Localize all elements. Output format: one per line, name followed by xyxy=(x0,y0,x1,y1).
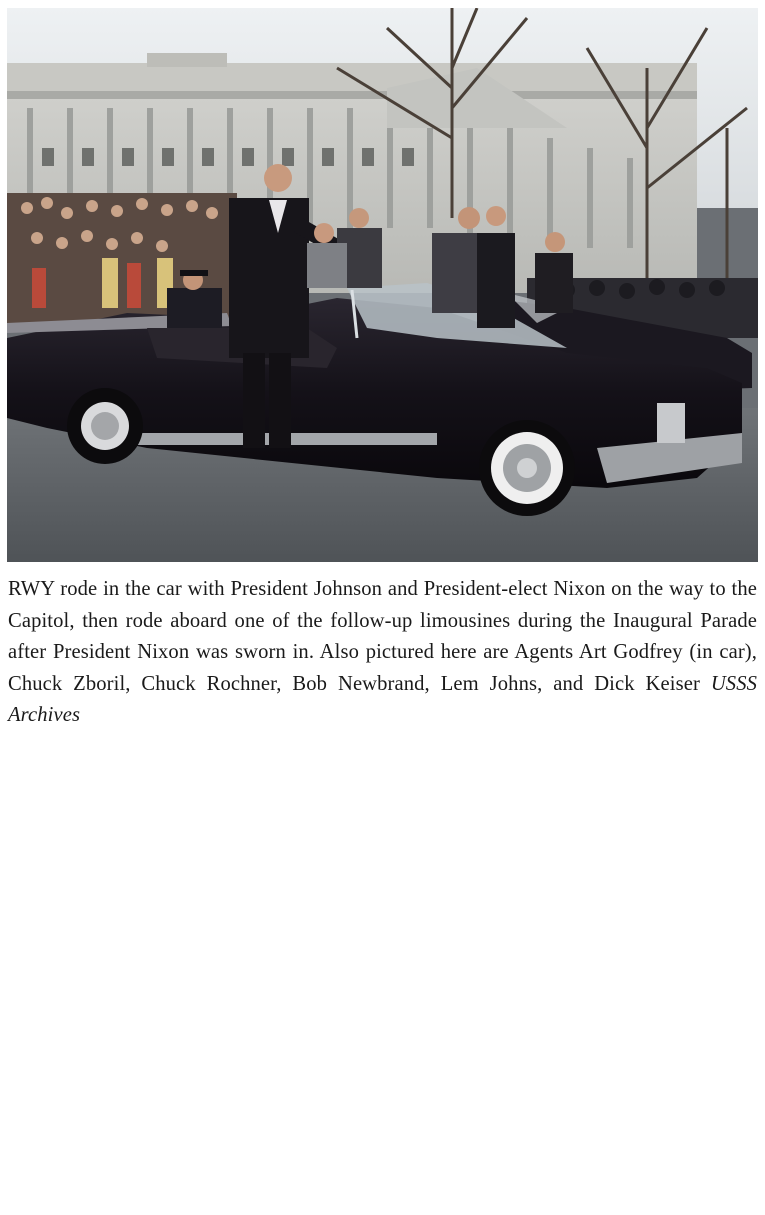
motorcade-photo xyxy=(7,8,758,562)
caption-text: RWY rode in the car with President Johnson and President-elect Nixon on the way to the Capitol, then rode aboard one of the follow-up limousines during the Inaugural Parade after President Nixon was sworn in. Also pictured here are Agents Art Godfrey (in car), Chuck Zboril, Chuck Rochner, Bob Newbrand, Lem Johns, and Dick Keiser xyxy=(8,578,757,695)
photo-credit: USSS Archives xyxy=(8,672,757,726)
motorcade-photo-illustration xyxy=(7,8,758,562)
photo-caption xyxy=(8,574,757,732)
